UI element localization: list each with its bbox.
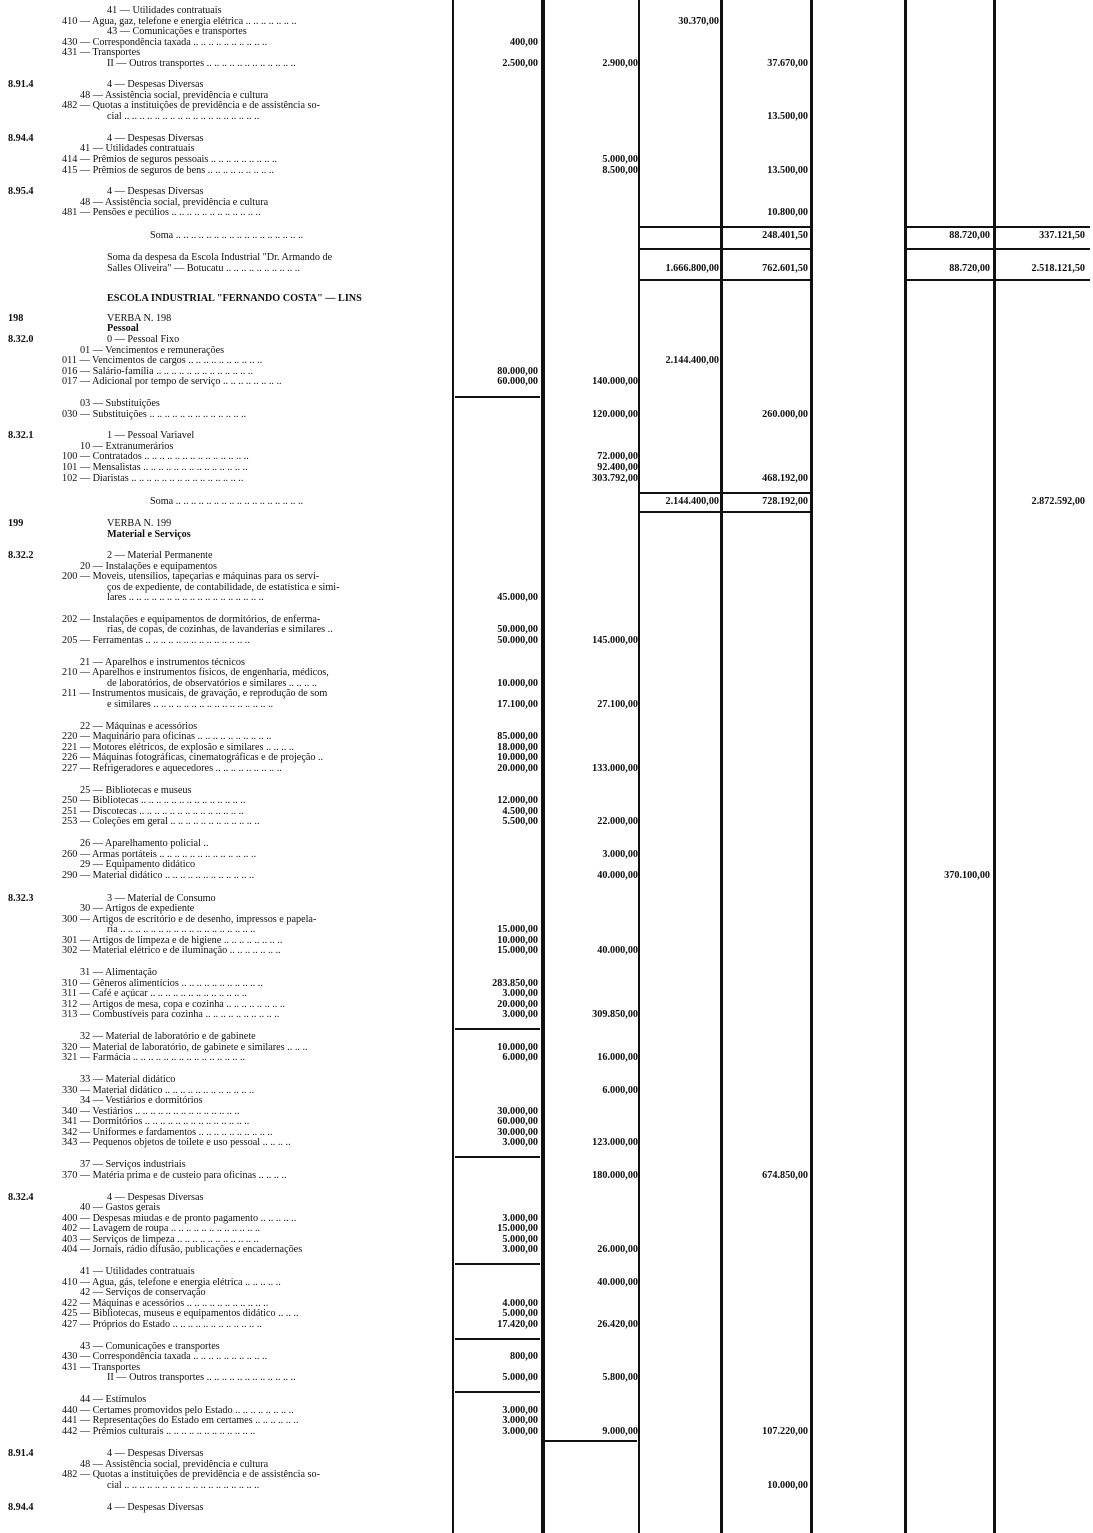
item-description: 313 — Combustíveis para cozinha .. .. .. .. .. .. .. .. .. .. xyxy=(62,1009,280,1020)
amount-v2: 40.000,00 xyxy=(597,1277,638,1288)
rule-soma-verba-198-bottom xyxy=(640,511,810,513)
item-description: VERBA N. 198 xyxy=(107,313,172,324)
item-description: 26 — Aparelhamento policial .. xyxy=(80,838,209,849)
item-description: 41 — Utilidades contratuais xyxy=(80,1266,195,1277)
item-description: 32 — Material de laboratório e de gabinete xyxy=(80,1031,256,1042)
classification-code: 8.95.4 xyxy=(8,186,34,197)
item-description: Soma .. .. .. .. .. .. .. .. .. .. .. .. .. .. .. .. .. xyxy=(150,230,304,241)
classification-code: 198 xyxy=(8,313,24,324)
item-description: 43 — Comunicações e transportes xyxy=(107,26,247,37)
item-description: de laboratórios, de observatórios e similares .. .. .. .. xyxy=(107,678,317,689)
item-description: 227 — Refrigeradores e aquecedores .. .. .. .. .. .. .. .. .. xyxy=(62,763,282,774)
item-description: 482 — Quotas a instituições de previdência e de assistência so- xyxy=(62,100,321,111)
classification-code: 8.32.4 xyxy=(8,1192,34,1203)
item-description: 410 — Agua, gaz, telefone e energia elétrica .. .. .. .. .. .. .. xyxy=(62,16,297,27)
amount-v2: 5.000,00 xyxy=(602,154,638,165)
amount-v1: 15.000,00 xyxy=(497,1223,538,1234)
amount-v4: 468.192,00 xyxy=(762,473,808,484)
amount-v1: 60.000,00 xyxy=(497,1116,538,1127)
amount-v7: 2.518.121,50 xyxy=(1031,263,1085,274)
ledger-row xyxy=(0,473,1093,485)
amount-v1: 17.100,00 xyxy=(497,699,538,710)
rule-subtotal-e xyxy=(455,1338,540,1340)
item-description: 402 — Lavagem de roupa .. .. .. .. .. .. .. .. .. .. .. .. xyxy=(62,1223,261,1234)
item-description: 440 — Certames promovidos pelo Estado .. .. .. .. .. .. .. .. xyxy=(62,1405,294,1416)
amount-v1: 5.000,00 xyxy=(502,1372,538,1383)
amount-v2: 6.000,00 xyxy=(602,1085,638,1096)
amount-v1: 3.000,00 xyxy=(502,1213,538,1224)
amount-v1: 6.000,00 xyxy=(502,1052,538,1063)
item-description: 403 — Serviços de limpeza .. .. .. .. .. .. .. .. .. .. .. xyxy=(62,1234,259,1245)
ledger-row xyxy=(0,529,1093,541)
classification-code: 8.94.4 xyxy=(8,133,34,144)
rule-subtotal-b xyxy=(455,1028,540,1030)
item-description: 415 — Prêmios de seguros de bens .. .. .. .. .. .. .. .. .. xyxy=(62,165,274,176)
amount-v1: 15.000,00 xyxy=(497,945,538,956)
amount-v2: 72.000,00 xyxy=(597,451,638,462)
amount-v1: 30.000,00 xyxy=(497,1127,538,1138)
amount-v6: 370.100,00 xyxy=(944,870,990,881)
amount-v1: 3.000,00 xyxy=(502,1137,538,1148)
ledger-row xyxy=(0,207,1093,219)
item-description: Soma da despesa da Escola Industrial "Dr. Armando de xyxy=(107,252,333,263)
item-description: 21 — Aparelhos e instrumentos técnicos xyxy=(80,657,245,668)
amount-v1: 12.000,00 xyxy=(497,795,538,806)
amount-v2: 27.100,00 xyxy=(597,699,638,710)
amount-v4: 728.192,00 xyxy=(762,496,808,507)
item-description: 482 — Quotas a instituições de previdência e de assistência so- xyxy=(62,1469,321,1480)
amount-v1: 10.000,00 xyxy=(497,678,538,689)
item-description: 311 — Café e açúcar .. .. .. .. .. .. .. .. .. .. .. .. .. xyxy=(62,988,247,999)
ledger-row xyxy=(0,1244,1093,1256)
item-description: 31 — Alimentação xyxy=(80,967,157,978)
ledger-row xyxy=(0,376,1093,388)
item-description: 427 — Próprios do Estado .. .. .. .. .. .. .. .. .. .. .. .. xyxy=(62,1319,262,1330)
item-description: 205 — Ferramentas .. .. .. .. .. .. .. .. .. .. .. .. .. .. xyxy=(62,635,250,646)
item-description: 414 — Prêmios de seguros pessoais .. .. .. .. .. .. .. .. .. xyxy=(62,154,278,165)
amount-v1: 60.000,00 xyxy=(497,376,538,387)
item-description: 41 — Utilidades contratuais xyxy=(107,5,222,16)
item-description: 10 — Extranumerários xyxy=(80,441,174,452)
ledger-row xyxy=(0,1372,1093,1384)
item-description: 48 — Assistência social, previdência e cultura xyxy=(80,90,269,101)
amount-v2: 5.800,00 xyxy=(602,1372,638,1383)
item-description: 400 — Despesas miudas e de pronto pagamento .. .. .. .. .. xyxy=(62,1213,297,1224)
amount-v2: 140.000,00 xyxy=(592,376,638,387)
classification-code: 8.94.4 xyxy=(8,1502,34,1513)
amount-v2: 40.000,00 xyxy=(597,945,638,956)
ledger-row xyxy=(0,870,1093,882)
item-description: 202 — Instalações e equipamentos de dormitórios, de enferma- xyxy=(62,614,321,625)
item-description: 3 — Material de Consumo xyxy=(107,893,216,904)
item-description: 342 — Uniformes e fardamentos .. .. .. .. .. .. .. .. .. .. xyxy=(62,1127,273,1138)
item-description: Salles Oliveira" — Botucatu .. .. .. .. .. .. .. .. .. .. xyxy=(107,263,300,274)
item-description: II — Outros transportes .. .. .. .. .. .. .. .. .. .. .. .. xyxy=(107,1372,296,1383)
amount-v1: 10.000,00 xyxy=(497,1042,538,1053)
ledger-row xyxy=(0,165,1093,177)
amount-v1: 20.000,00 xyxy=(497,999,538,1010)
item-description: 29 — Equipamento didático xyxy=(80,859,196,870)
classification-code: 8.32.0 xyxy=(8,334,34,345)
amount-v6: 88.720,00 xyxy=(949,263,990,274)
item-description: 290 — Material didático .. .. .. .. .. .. .. .. .. .. .. .. xyxy=(62,870,255,881)
amount-v1: 3.000,00 xyxy=(502,1009,538,1020)
item-description: 320 — Material de laboratório, de gabinete e similares .. .. .. xyxy=(62,1042,308,1053)
amount-v1: 4.000,00 xyxy=(502,1298,538,1309)
item-description: 01 — Vencimentos e remunerações xyxy=(80,345,225,356)
item-description: 44 — Estímulos xyxy=(80,1394,147,1405)
item-description: 221 — Motores elétricos, de explosão e similares .. .. .. .. xyxy=(62,742,294,753)
item-description: 431 — Transportes xyxy=(62,1362,141,1373)
amount-v1: 5.000,00 xyxy=(502,1308,538,1319)
amount-v1: 283.850,00 xyxy=(492,978,538,989)
item-description: 310 — Gêneros alimentícios .. .. .. .. .. .. .. .. .. .. .. xyxy=(62,978,263,989)
amount-v4: 674.850,00 xyxy=(762,1170,808,1181)
item-description: 422 — Máquinas e acessórios .. .. .. .. .. .. .. .. .. .. .. xyxy=(62,1298,269,1309)
item-description: 330 — Material didático .. .. .. .. .. .. .. .. .. .. .. .. xyxy=(62,1085,255,1096)
amount-v4: 107.220,00 xyxy=(762,1426,808,1437)
amount-v4: 13.500,00 xyxy=(767,165,808,176)
amount-v1: 10.000,00 xyxy=(497,752,538,763)
item-description: 253 — Coleções em geral .. .. .. .. .. .. .. .. .. .. .. .. xyxy=(62,816,260,827)
amount-v1: 5.000,00 xyxy=(502,1234,538,1245)
amount-v3: 2.144.400,00 xyxy=(665,355,719,366)
amount-v2: 120.000,00 xyxy=(592,409,638,420)
item-description: 321 — Farmácia .. .. .. .. .. .. .. .. .. .. .. .. .. .. .. xyxy=(62,1052,246,1063)
ledger-row xyxy=(0,58,1093,70)
item-description: 25 — Bibliotecas e museus xyxy=(80,785,192,796)
amount-v1: 3.000,00 xyxy=(502,1244,538,1255)
item-description: 210 — Aparelhos e instrumentos físicos, de engenharia, médicos, xyxy=(62,667,329,678)
amount-v1: 45.000,00 xyxy=(497,592,538,603)
classification-code: 8.32.2 xyxy=(8,550,34,561)
item-description: 220 — Maquinário para oficinas .. .. .. .. .. .. .. .. .. .. xyxy=(62,731,272,742)
item-description: ços de expediente, de contabilidade, de estatística e simi- xyxy=(107,582,340,593)
amount-v6: 88.720,00 xyxy=(949,230,990,241)
rule-total-botucatu-top-b xyxy=(905,248,1090,250)
amount-v2: 145.000,00 xyxy=(592,635,638,646)
item-description: 301 — Artigos de limpeza e de higiene .. .. .. .. .. .. .. .. xyxy=(62,935,283,946)
classification-code: 199 xyxy=(8,518,24,529)
rule-subtotal-g xyxy=(545,1440,637,1442)
amount-v2: 309.850,00 xyxy=(592,1009,638,1020)
amount-v3: 30.370,00 xyxy=(678,16,719,27)
item-description: 430 — Correspondência taxada .. .. .. .. .. .. .. .. .. .. xyxy=(62,1351,268,1362)
item-description: 251 — Discotecas .. .. .. .. .. .. .. .. .. .. .. .. .. .. xyxy=(62,806,244,817)
item-description: 4 — Despesas Diversas xyxy=(107,186,204,197)
item-description: 431 — Transportes xyxy=(62,47,141,58)
amount-v7: 337.121,50 xyxy=(1039,230,1085,241)
ledger-row xyxy=(0,1480,1093,1492)
item-description: e similares .. .. .. .. .. .. .. .. .. .. .. .. .. .. .. .. xyxy=(107,699,274,710)
item-description: 211 — Instrumentos musicais, de gravação, e reprodução de som xyxy=(62,688,328,699)
item-description: 42 — Serviços de conservação xyxy=(80,1287,206,1298)
amount-v2: 22.000,00 xyxy=(597,816,638,827)
item-description: 101 — Mensalistas .. .. .. .. .. .. .. .. .. .. .. .. .. .. xyxy=(62,462,248,473)
ledger-row xyxy=(0,230,1093,242)
amount-v2: 40.000,00 xyxy=(597,870,638,881)
item-description: 48 — Assistência social, previdência e cultura xyxy=(80,197,269,208)
ledger-row xyxy=(0,816,1093,828)
ledger-row xyxy=(0,1502,1093,1514)
ledger-row xyxy=(0,1137,1093,1149)
item-description: 341 — Dormitórios .. .. .. .. .. .. .. .. .. .. .. .. .. .. xyxy=(62,1116,250,1127)
rule-total-botucatu-bottom xyxy=(640,279,810,281)
item-description: 03 — Substituições xyxy=(80,398,160,409)
item-description: II — Outros transportes .. .. .. .. .. .. .. .. .. .. .. .. xyxy=(107,58,296,69)
amount-v1: 10.000,00 xyxy=(497,935,538,946)
amount-v7: 2.872.592,00 xyxy=(1031,496,1085,507)
amount-v2: 303.792,00 xyxy=(592,473,638,484)
item-description: 37 — Serviços industriais xyxy=(80,1159,186,1170)
ledger-row xyxy=(0,592,1093,604)
item-description: 030 — Substituições .. .. .. .. .. .. .. .. .. .. .. .. .. xyxy=(62,409,247,420)
item-description: 410 — Agua, gás, telefone e energia elétrica .. .. .. .. .. xyxy=(62,1277,281,1288)
item-description: 48 — Assistência social, previdência e cultura xyxy=(80,1459,269,1470)
item-description: 441 — Representações do Estado em certames .. .. .. .. .. .. xyxy=(62,1415,299,1426)
classification-code: 8.32.3 xyxy=(8,893,34,904)
amount-v1: 400,00 xyxy=(509,37,538,48)
classification-code: 8.91.4 xyxy=(8,79,34,90)
item-description: lares .. .. .. .. .. .. .. .. .. .. .. .. .. .. .. .. .. .. xyxy=(107,592,264,603)
item-description: ria .. .. .. .. .. .. .. .. .. .. .. .. .. .. .. .. .. .. xyxy=(107,924,256,935)
item-description: Material e Serviços xyxy=(107,529,191,540)
amount-v1: 2.500,00 xyxy=(502,58,538,69)
item-description: 22 — Máquinas e acessórios xyxy=(80,721,198,732)
rule-soma-1b xyxy=(905,226,1090,228)
ledger-row xyxy=(0,293,1093,305)
item-description: 260 — Armas portáteis .. .. .. .. .. .. .. .. .. .. .. .. .. xyxy=(62,849,257,860)
rule-subtotal-d xyxy=(455,1263,540,1265)
amount-v1: 18.000,00 xyxy=(497,742,538,753)
item-description: 1 — Pessoal Variavel xyxy=(107,430,195,441)
amount-v2: 26.000,00 xyxy=(597,1244,638,1255)
amount-v2: 2.900,00 xyxy=(602,58,638,69)
item-description: 226 — Máquinas fotográficas, cinematográficas e de projeção .. xyxy=(62,752,324,763)
amount-v2: 9.000,00 xyxy=(602,1426,638,1437)
item-description: 302 — Material elétrico e de iluminação .. .. .. .. .. .. .. xyxy=(62,945,281,956)
item-description: 370 — Matéria prima e de custeio para oficinas .. .. .. .. xyxy=(62,1170,287,1181)
amount-v3: 1.666.800,00 xyxy=(665,263,719,274)
amount-v1: 17.420,00 xyxy=(497,1319,538,1330)
amount-v4: 13.500,00 xyxy=(767,111,808,122)
item-description: 41 — Utilidades contratuais xyxy=(80,143,195,154)
amount-v4: 260.000,00 xyxy=(762,409,808,420)
item-description: 343 — Pequenos objetos de toilete e uso pessoal .. .. .. .. xyxy=(62,1137,291,1148)
rule-subtotal-f xyxy=(455,1391,540,1393)
ledger-row xyxy=(0,496,1093,508)
item-description: cial .. .. .. .. .. .. .. .. .. .. .. .. .. .. .. .. .. .. xyxy=(107,111,260,122)
amount-v2: 123.000,00 xyxy=(592,1137,638,1148)
item-description: ESCOLA INDUSTRIAL "FERNANDO COSTA" — LINS xyxy=(107,293,362,304)
amount-v1: 4.500,00 xyxy=(502,806,538,817)
amount-v2: 180.000,00 xyxy=(592,1170,638,1181)
item-description: 0 — Pessoal Fixo xyxy=(107,334,180,345)
item-description: 250 — Bibliotecas .. .. .. .. .. .. .. .. .. .. .. .. .. .. xyxy=(62,795,246,806)
amount-v2: 92.400,00 xyxy=(597,462,638,473)
item-description: 404 — Jornais, rádio difusão, publicações e encadernações xyxy=(62,1244,303,1255)
item-description: 102 — Diaristas .. .. .. .. .. .. .. .. .. .. .. .. .. .. .. xyxy=(62,473,244,484)
item-description: 442 — Prêmios culturais .. .. .. .. .. .. .. .. .. .. .. .. xyxy=(62,1426,256,1437)
amount-v2: 133.000,00 xyxy=(592,763,638,774)
amount-v1: 80.000,00 xyxy=(497,366,538,377)
amount-v3: 2.144.400,00 xyxy=(665,496,719,507)
amount-v4: 248.401,50 xyxy=(762,230,808,241)
item-description: 481 — Pensões e pecúlios .. .. .. .. .. .. .. .. .. .. .. .. xyxy=(62,207,261,218)
amount-v1: 50.000,00 xyxy=(497,624,538,635)
item-description: 016 — Salário-família .. .. .. .. .. .. .. .. .. .. .. .. .. xyxy=(62,366,253,377)
item-description: 2 — Material Permanente xyxy=(107,550,213,561)
classification-code: 8.32.1 xyxy=(8,430,34,441)
ledger-row xyxy=(0,111,1093,123)
amount-v1: 3.000,00 xyxy=(502,1426,538,1437)
item-description: 4 — Despesas Diversas xyxy=(107,79,204,90)
item-description: 43 — Comunicações e transportes xyxy=(80,1341,220,1352)
amount-v1: 85.000,00 xyxy=(497,731,538,742)
ledger-row xyxy=(0,635,1093,647)
item-description: 100 — Contratados .. .. .. .. .. .. .. .. .. .. .. .. .. .. xyxy=(62,451,249,462)
item-description: 200 — Moveis, utensílios, tapeçarias e máquinas para os servi- xyxy=(62,571,320,582)
amount-v1: 50.000,00 xyxy=(497,635,538,646)
amount-v4: 10.800,00 xyxy=(767,207,808,218)
item-description: 017 — Adicional por tempo de serviço .. .. .. .. .. .. .. .. xyxy=(62,376,282,387)
item-description: 011 — Vencimentos de cargos .. .. .. .. .. .. .. .. .. .. xyxy=(62,355,263,366)
ledger-row xyxy=(0,1319,1093,1331)
ledger-row xyxy=(0,1426,1093,1438)
amount-v1: 800,00 xyxy=(509,1351,538,1362)
rule-total-botucatu-bottom-b xyxy=(905,279,1090,281)
item-description: 4 — Despesas Diversas xyxy=(107,1448,204,1459)
item-description: 425 — Bibliotecas, museus e equipamentos didático .. .. .. xyxy=(62,1308,299,1319)
item-description: 4 — Despesas Diversas xyxy=(107,1502,204,1513)
item-description: 4 — Despesas Diversas xyxy=(107,133,204,144)
amount-v2: 26.420,00 xyxy=(597,1319,638,1330)
amount-v4: 10.000,00 xyxy=(767,1480,808,1491)
amount-v2: 3.000,00 xyxy=(602,849,638,860)
item-description: 340 — Vestiários .. .. .. .. .. .. .. .. .. .. .. .. .. .. xyxy=(62,1106,240,1117)
amount-v1: 30.000,00 xyxy=(497,1106,538,1117)
rule-subtotal-c xyxy=(455,1156,540,1158)
item-description: 40 — Gastos gerais xyxy=(80,1202,161,1213)
amount-v4: 762.601,50 xyxy=(762,263,808,274)
item-description: cial .. .. .. .. .. .. .. .. .. .. .. .. .. .. .. .. .. .. xyxy=(107,1480,260,1491)
item-description: 430 — Correspondência taxada .. .. .. .. .. .. .. .. .. .. xyxy=(62,37,268,48)
item-description: 34 — Vestiários e dormitórios xyxy=(80,1095,203,1106)
amount-v1: 3.000,00 xyxy=(502,1415,538,1426)
item-description: VERBA N. 199 xyxy=(107,518,172,529)
amount-v1: 3.000,00 xyxy=(502,988,538,999)
amount-v1: 20.000,00 xyxy=(497,763,538,774)
ledger-row xyxy=(0,699,1093,711)
item-description: 30 — Artigos de expediente xyxy=(80,903,195,914)
item-description: 33 — Material didático xyxy=(80,1074,176,1085)
item-description: 312 — Artigos de mesa, copa e cozinha .. .. .. .. .. .. .. .. xyxy=(62,999,285,1010)
ledger-row xyxy=(0,409,1093,421)
amount-v4: 37.670,00 xyxy=(767,58,808,69)
ledger-row xyxy=(0,263,1093,275)
item-description: rias, de copas, de cozinhas, de lavanderias e similares .. xyxy=(107,624,333,635)
amount-v2: 8.500,00 xyxy=(602,165,638,176)
ledger-row xyxy=(0,945,1093,957)
amount-v1: 3.000,00 xyxy=(502,1405,538,1416)
item-description: 300 — Artigos de escritório e de desenho, impressos e papela- xyxy=(62,914,317,925)
item-description: Soma .. .. .. .. .. .. .. .. .. .. .. .. .. .. .. .. .. xyxy=(150,496,304,507)
amount-v1: 15.000,00 xyxy=(497,924,538,935)
ledger-row xyxy=(0,1052,1093,1064)
amount-v2: 16.000,00 xyxy=(597,1052,638,1063)
item-description: 4 — Despesas Diversas xyxy=(107,1192,204,1203)
amount-v1: 5.500,00 xyxy=(502,816,538,827)
item-description: 20 — Instalações e equipamentos xyxy=(80,561,217,572)
item-description: Pessoal xyxy=(107,323,139,334)
ledger-row xyxy=(0,1170,1093,1182)
rule-soma-verba-198 xyxy=(640,492,810,494)
ledger-row xyxy=(0,763,1093,775)
rule-soma-1 xyxy=(640,226,810,228)
rule-total-botucatu-top xyxy=(640,248,810,250)
ledger-row xyxy=(0,1009,1093,1021)
classification-code: 8.91.4 xyxy=(8,1448,34,1459)
